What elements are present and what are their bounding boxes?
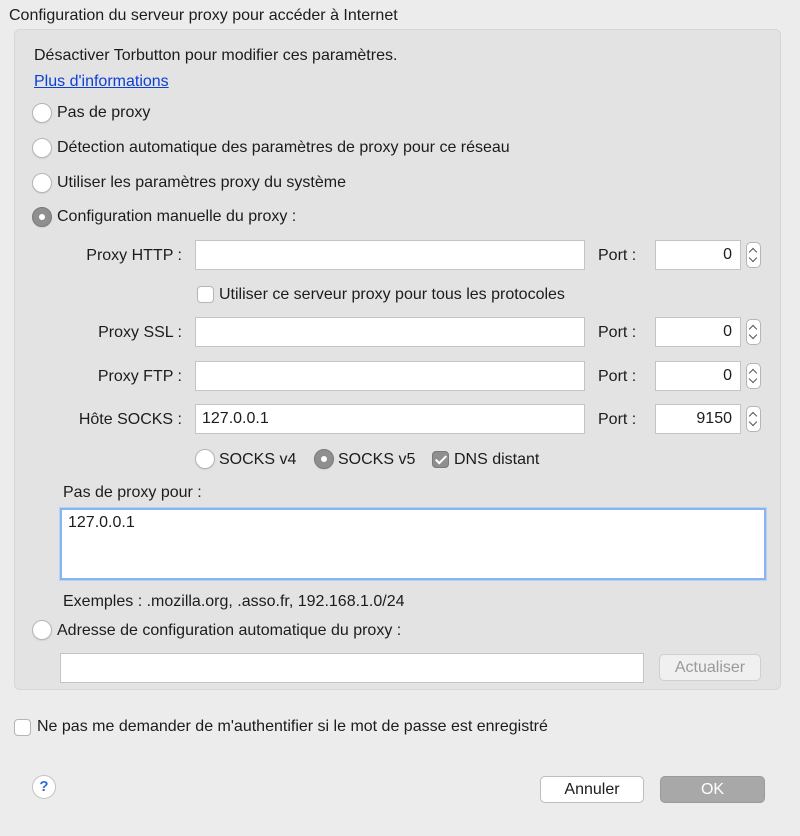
radio-socks-v4-label: SOCKS v4 (219, 451, 297, 468)
use-for-all-label: Utiliser ce serveur proxy pour tous les protocoles (219, 286, 565, 303)
radio-auto-config-url-label: Adresse de configuration automatique du proxy : (57, 622, 402, 639)
ssl-port-stepper[interactable] (746, 319, 761, 345)
socks-host-label: Hôte SOCKS : (78, 411, 182, 428)
http-port-label: Port : (598, 247, 637, 264)
socks-port-label: Port : (598, 411, 637, 428)
ftp-port-input[interactable]: 0 (655, 361, 741, 391)
ok-button[interactable]: OK (660, 776, 765, 803)
socks-host-input[interactable]: 127.0.0.1 (195, 404, 585, 434)
ssl-port-label: Port : (598, 324, 637, 341)
ftp-port-label: Port : (598, 368, 637, 385)
radio-socks-v4[interactable] (195, 449, 215, 469)
radio-system-proxy[interactable] (32, 173, 52, 193)
socks-port-input[interactable]: 9150 (655, 404, 741, 434)
cancel-button[interactable]: Annuler (540, 776, 644, 803)
radio-manual-proxy[interactable] (32, 207, 52, 227)
radio-auto-detect[interactable] (32, 138, 52, 158)
radio-auto-config-url[interactable] (32, 620, 52, 640)
use-for-all-checkbox[interactable] (197, 286, 214, 303)
no-auth-prompt-label: Ne pas me demander de m'authentifier si le mot de passe est enregistré (37, 718, 548, 735)
radio-no-proxy[interactable] (32, 103, 52, 123)
ssl-proxy-input[interactable] (195, 317, 585, 347)
dialog-title: Configuration du serveur proxy pour accéder à Internet (9, 7, 398, 24)
http-proxy-label: Proxy HTTP : (86, 247, 182, 264)
help-icon: ? (39, 778, 49, 795)
help-button[interactable] (32, 775, 56, 799)
http-proxy-input[interactable] (195, 240, 585, 270)
radio-manual-proxy-label: Configuration manuelle du proxy : (57, 208, 297, 225)
ftp-port-stepper[interactable] (746, 363, 761, 389)
ftp-proxy-label: Proxy FTP : (97, 368, 182, 385)
socks-port-stepper[interactable] (746, 406, 761, 432)
torbutton-notice: Désactiver Torbutton pour modifier ces paramètres. (34, 47, 398, 64)
radio-no-proxy-label: Pas de proxy (57, 104, 151, 121)
remote-dns-label: DNS distant (454, 451, 540, 468)
no-proxy-for-label: Pas de proxy pour : (63, 484, 202, 501)
auto-config-url-input[interactable] (60, 653, 644, 683)
no-auth-prompt-checkbox[interactable] (14, 719, 31, 736)
proxy-settings-group (14, 29, 781, 690)
http-port-input[interactable]: 0 (655, 240, 741, 270)
radio-socks-v5-label: SOCKS v5 (338, 451, 416, 468)
more-info-link[interactable]: Plus d'informations (34, 73, 169, 90)
remote-dns-checkbox[interactable] (432, 451, 449, 468)
no-proxy-examples: Exemples : .mozilla.org, .asso.fr, 192.168.1.0/24 (63, 593, 405, 610)
radio-auto-detect-label: Détection automatique des paramètres de proxy pour ce réseau (57, 139, 510, 156)
http-port-stepper[interactable] (746, 242, 761, 268)
ftp-proxy-input[interactable] (195, 361, 585, 391)
ssl-port-input[interactable]: 0 (655, 317, 741, 347)
radio-socks-v5[interactable] (314, 449, 334, 469)
no-proxy-for-textarea[interactable]: 127.0.0.1 (60, 508, 766, 580)
refresh-button[interactable]: Actualiser (659, 654, 761, 681)
ssl-proxy-label: Proxy SSL : (98, 324, 182, 341)
radio-system-proxy-label: Utiliser les paramètres proxy du système (57, 174, 346, 191)
